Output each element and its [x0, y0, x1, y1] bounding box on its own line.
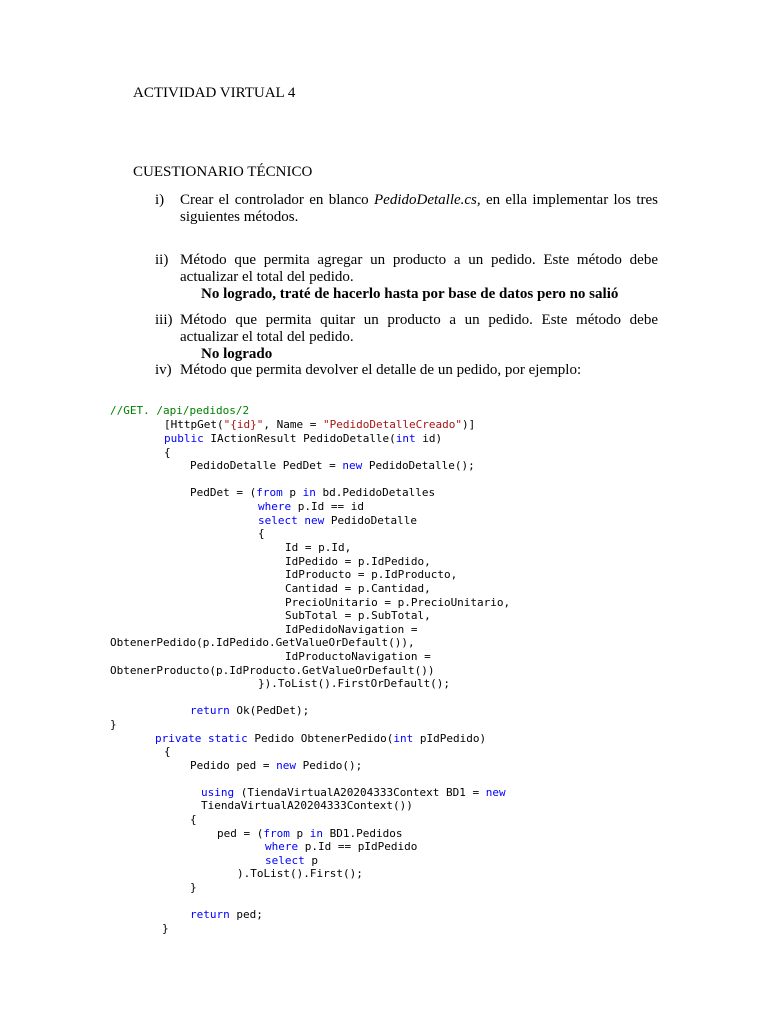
question-item: [133, 252, 658, 303]
section-heading: CUESTIONARIO TÉCNICO: [133, 164, 313, 180]
code-line: select new PedidoDetalle: [258, 514, 417, 527]
code-line: {: [190, 813, 197, 826]
question-item: [133, 312, 658, 363]
question-text: Crear el controlador en blanco PedidoDetalle.cs, en ella implementar los tres siguientes métodos.: [180, 192, 658, 225]
code-comment: //GET. /api/pedidos/2: [110, 404, 250, 417]
code-line: ObtenerPedido(p.IdPedido.GetValueOrDefault()),: [110, 636, 415, 649]
code-line: ped = (from p in BD1.Pedidos: [217, 827, 403, 840]
code-line: {: [164, 446, 171, 459]
code-line: where p.Id == pIdPedido: [265, 840, 418, 853]
code-line: PrecioUnitario = p.PrecioUnitario,: [285, 596, 511, 609]
question-number: iii): [155, 312, 173, 328]
code-line: PedDet = (from p in bd.PedidoDetalles: [190, 486, 436, 499]
code-line: {: [164, 745, 171, 758]
code-line: }: [162, 922, 169, 935]
code-line: [HttpGet("{id}", Name = "PedidoDetalleCreado")]: [164, 418, 476, 431]
code-line: SubTotal = p.SubTotal,: [285, 609, 431, 622]
code-line: where p.Id == id: [258, 500, 364, 513]
code-line: public IActionResult PedidoDetalle(int id): [164, 432, 443, 445]
file-name: PedidoDetalle.cs,: [374, 192, 481, 208]
question-item: [133, 192, 658, 226]
code-line: return ped;: [190, 908, 263, 921]
question-number: i): [155, 192, 165, 208]
code-line: IdPedidoNavigation =: [285, 623, 418, 636]
code-line: IdProducto = p.IdProducto,: [285, 568, 458, 581]
code-line: ).ToList().First();: [237, 867, 363, 880]
code-line: IdProductoNavigation =: [285, 650, 431, 663]
code-line: TiendaVirtualA20204333Context()): [201, 799, 413, 812]
code-line: }).ToList().FirstOrDefault();: [258, 677, 451, 690]
question-number: ii): [155, 252, 169, 268]
code-line: ObtenerProducto(p.IdProducto.GetValueOrDefault()): [110, 664, 435, 677]
code-line: using (TiendaVirtualA20204333Context BD1 = new: [201, 786, 506, 799]
code-line: Cantidad = p.Cantidad,: [285, 582, 431, 595]
code-line: {: [258, 527, 265, 540]
code-line: Pedido ped = new Pedido();: [190, 759, 363, 772]
code-line: Id = p.Id,: [285, 541, 352, 554]
code-line: PedidoDetalle PedDet = new PedidoDetalle();: [190, 459, 475, 472]
question-item: [133, 362, 658, 379]
question-note: No logrado: [201, 346, 273, 362]
code-line: return Ok(PedDet);: [190, 704, 310, 717]
code-line: }: [110, 718, 117, 731]
code-line: }: [190, 881, 197, 894]
question-number: iv): [155, 362, 172, 378]
code-line: select p: [265, 854, 318, 867]
question-text: Método que permita quitar un producto a un pedido. Este método debe actualizar el total del pedido.: [180, 312, 658, 345]
question-text: Método que permita agregar un producto a un pedido. Este método debe actualizar el total del pedido.: [180, 252, 658, 285]
code-line: private static Pedido ObtenerPedido(int pIdPedido): [155, 732, 487, 745]
code-line: IdPedido = p.IdPedido,: [285, 555, 431, 568]
question-note: No logrado, traté de hacerlo hasta por base de datos pero no salió: [201, 286, 619, 302]
document-title: ACTIVIDAD VIRTUAL 4: [133, 85, 296, 101]
question-text: Método que permita devolver el detalle de un pedido, por ejemplo:: [180, 362, 582, 378]
